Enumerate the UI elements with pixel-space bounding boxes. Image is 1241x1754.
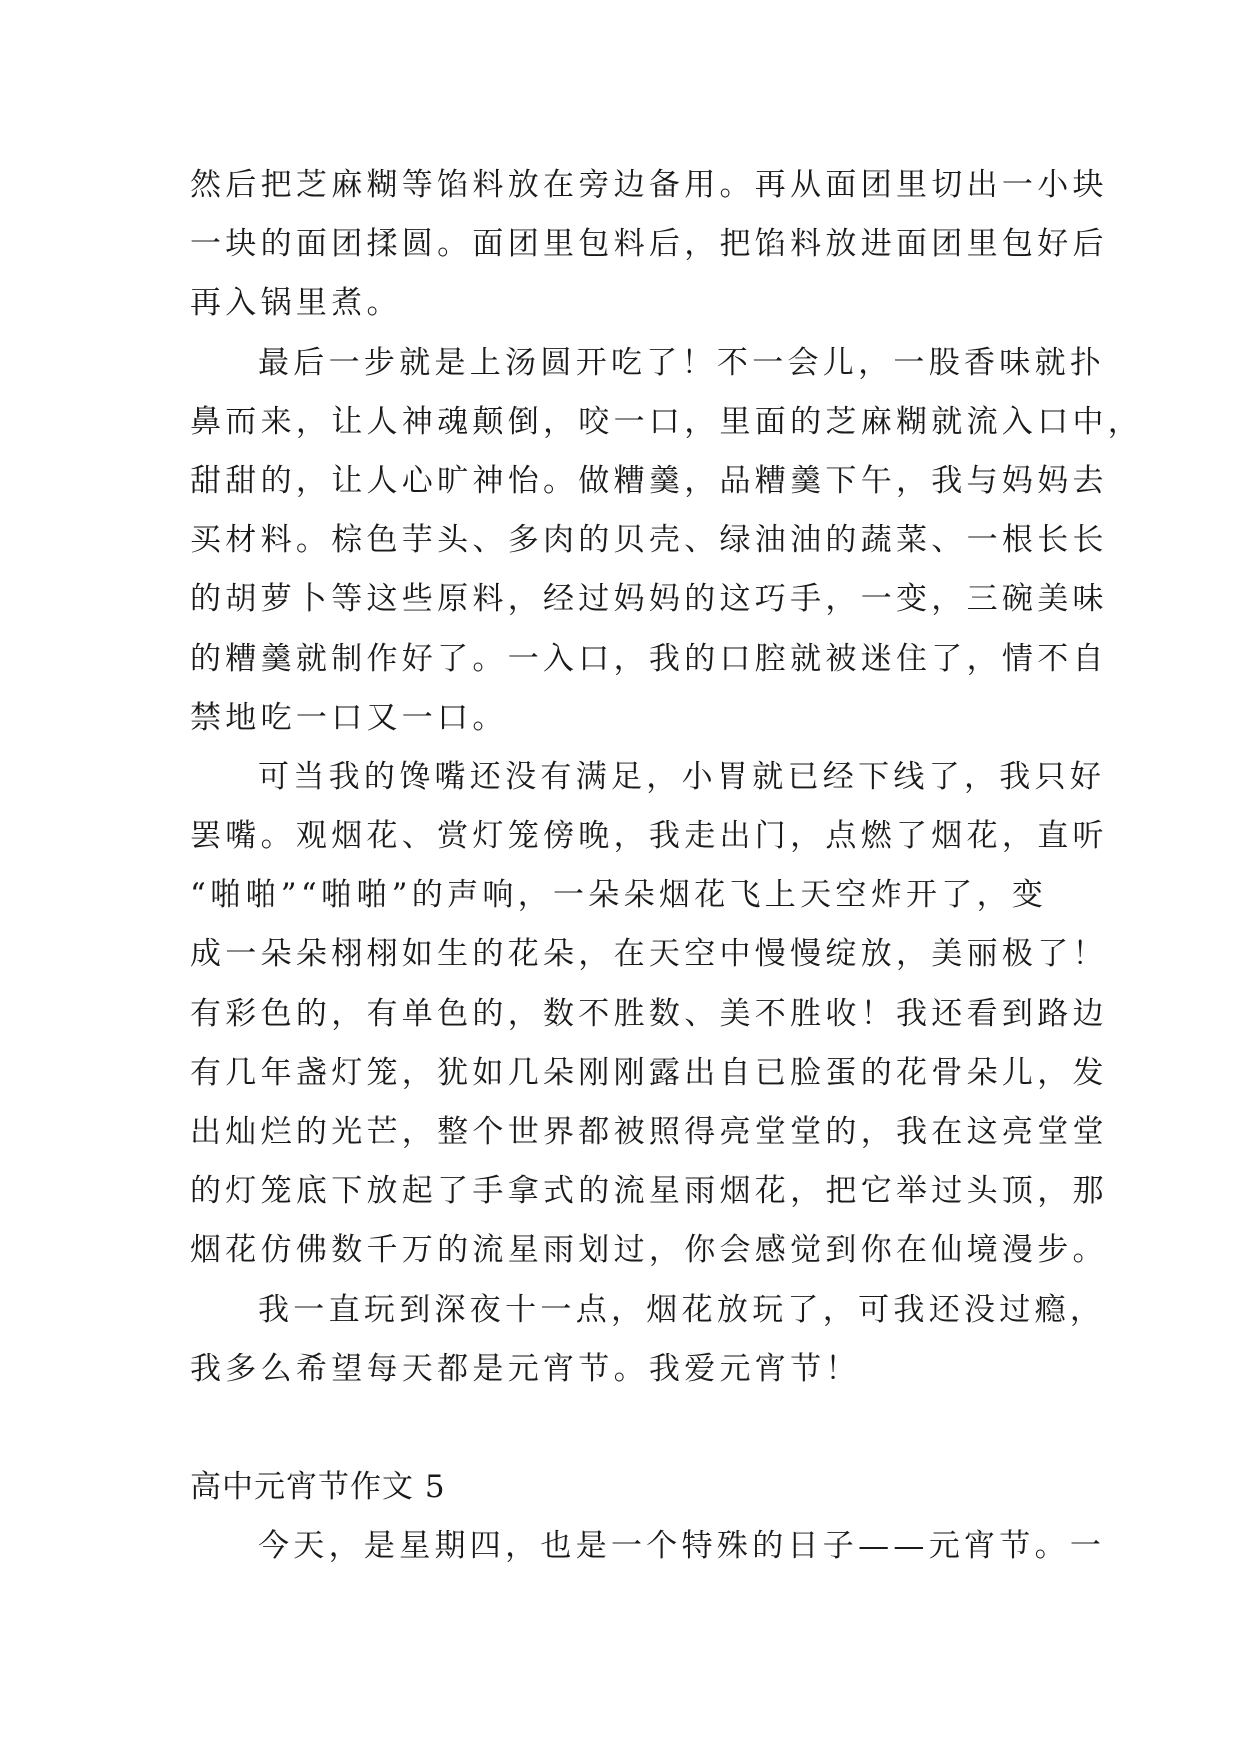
paragraph-start-line: 我一直玩到深夜十一点，烟花放玩了，可我还没过瘾， (258, 1291, 1106, 1328)
section-spacer (190, 1399, 1050, 1458)
text-line: 买材料。棕色芋头、多肉的贝壳、绿油油的蔬菜、一根长长 (190, 522, 1108, 559)
text-line: “啪啪”“啪啪”的声响，一朵朵烟花飞上天空炸开了，变 (190, 877, 1048, 914)
text-line: 烟花仿佛数千万的流星雨划过，你会感觉到你在仙境漫步。 (190, 1232, 1108, 1269)
text-line: 的胡萝卜等这些原料，经过妈妈的这巧手，一变，三碗美味 (190, 581, 1108, 618)
text-line: 鼻而来，让人神魂颠倒，咬一口，里面的芝麻糊就流入口中， (190, 403, 1144, 440)
text-line: 的灯笼底下放起了手拿式的流星雨烟花，把它举过头顶，那 (190, 1173, 1108, 1210)
document-body (190, 156, 1144, 1577)
text-line: 出灿烂的光芒，整个世界都被照得亮堂堂的，我在这亮堂堂 (190, 1114, 1108, 1150)
text-line: 成一朵朵栩栩如生的花朵，在天空中慢慢绽放，美丽极了！ (190, 936, 1108, 973)
text-line: 有几年盏灯笼，犹如几朵刚刚露出自已脸蛋的花骨朵儿，发 (190, 1054, 1108, 1091)
text-line: 有彩色的，有单色的，数不胜数、美不胜收！我还看到路边 (190, 995, 1108, 1032)
paragraph-start-line: 可当我的馋嘴还没有满足，小胃就已经下线了，我只好 (258, 758, 1106, 795)
section-heading: 高中元宵节作文 5 (190, 1469, 446, 1506)
text-line: 甜甜的，让人心旷神怡。做糟羹，品糟羹下午，我与妈妈去 (190, 462, 1108, 499)
text-line: 再入锅里煮。 (190, 285, 402, 322)
text-line: 我多么希望每天都是元宵节。我爱元宵节！ (190, 1350, 861, 1387)
text-line: 一块的面团揉圆。面团里包料后，把馅料放进面团里包好后 (190, 226, 1108, 263)
text-line: 然后把芝麻糊等馅料放在旁边备用。再从面团里切出一小块 (190, 167, 1108, 203)
text-line: 禁地吃一口又一口。 (190, 699, 508, 736)
paragraph-start-line: 今天，是星期四，也是一个特殊的日子——元宵节。一 (258, 1528, 1106, 1565)
text-line: 罢嘴。观烟花、赏灯笼傍晚，我走出门，点燃了烟花，直听 (190, 818, 1108, 855)
paragraph-start-line: 最后一步就是上汤圆开吃了！不一会儿，一股香味就扑 (258, 344, 1106, 381)
text-line: 的糟羹就制作好了。一入口，我的口腔就被迷住了，情不自 (190, 640, 1108, 677)
